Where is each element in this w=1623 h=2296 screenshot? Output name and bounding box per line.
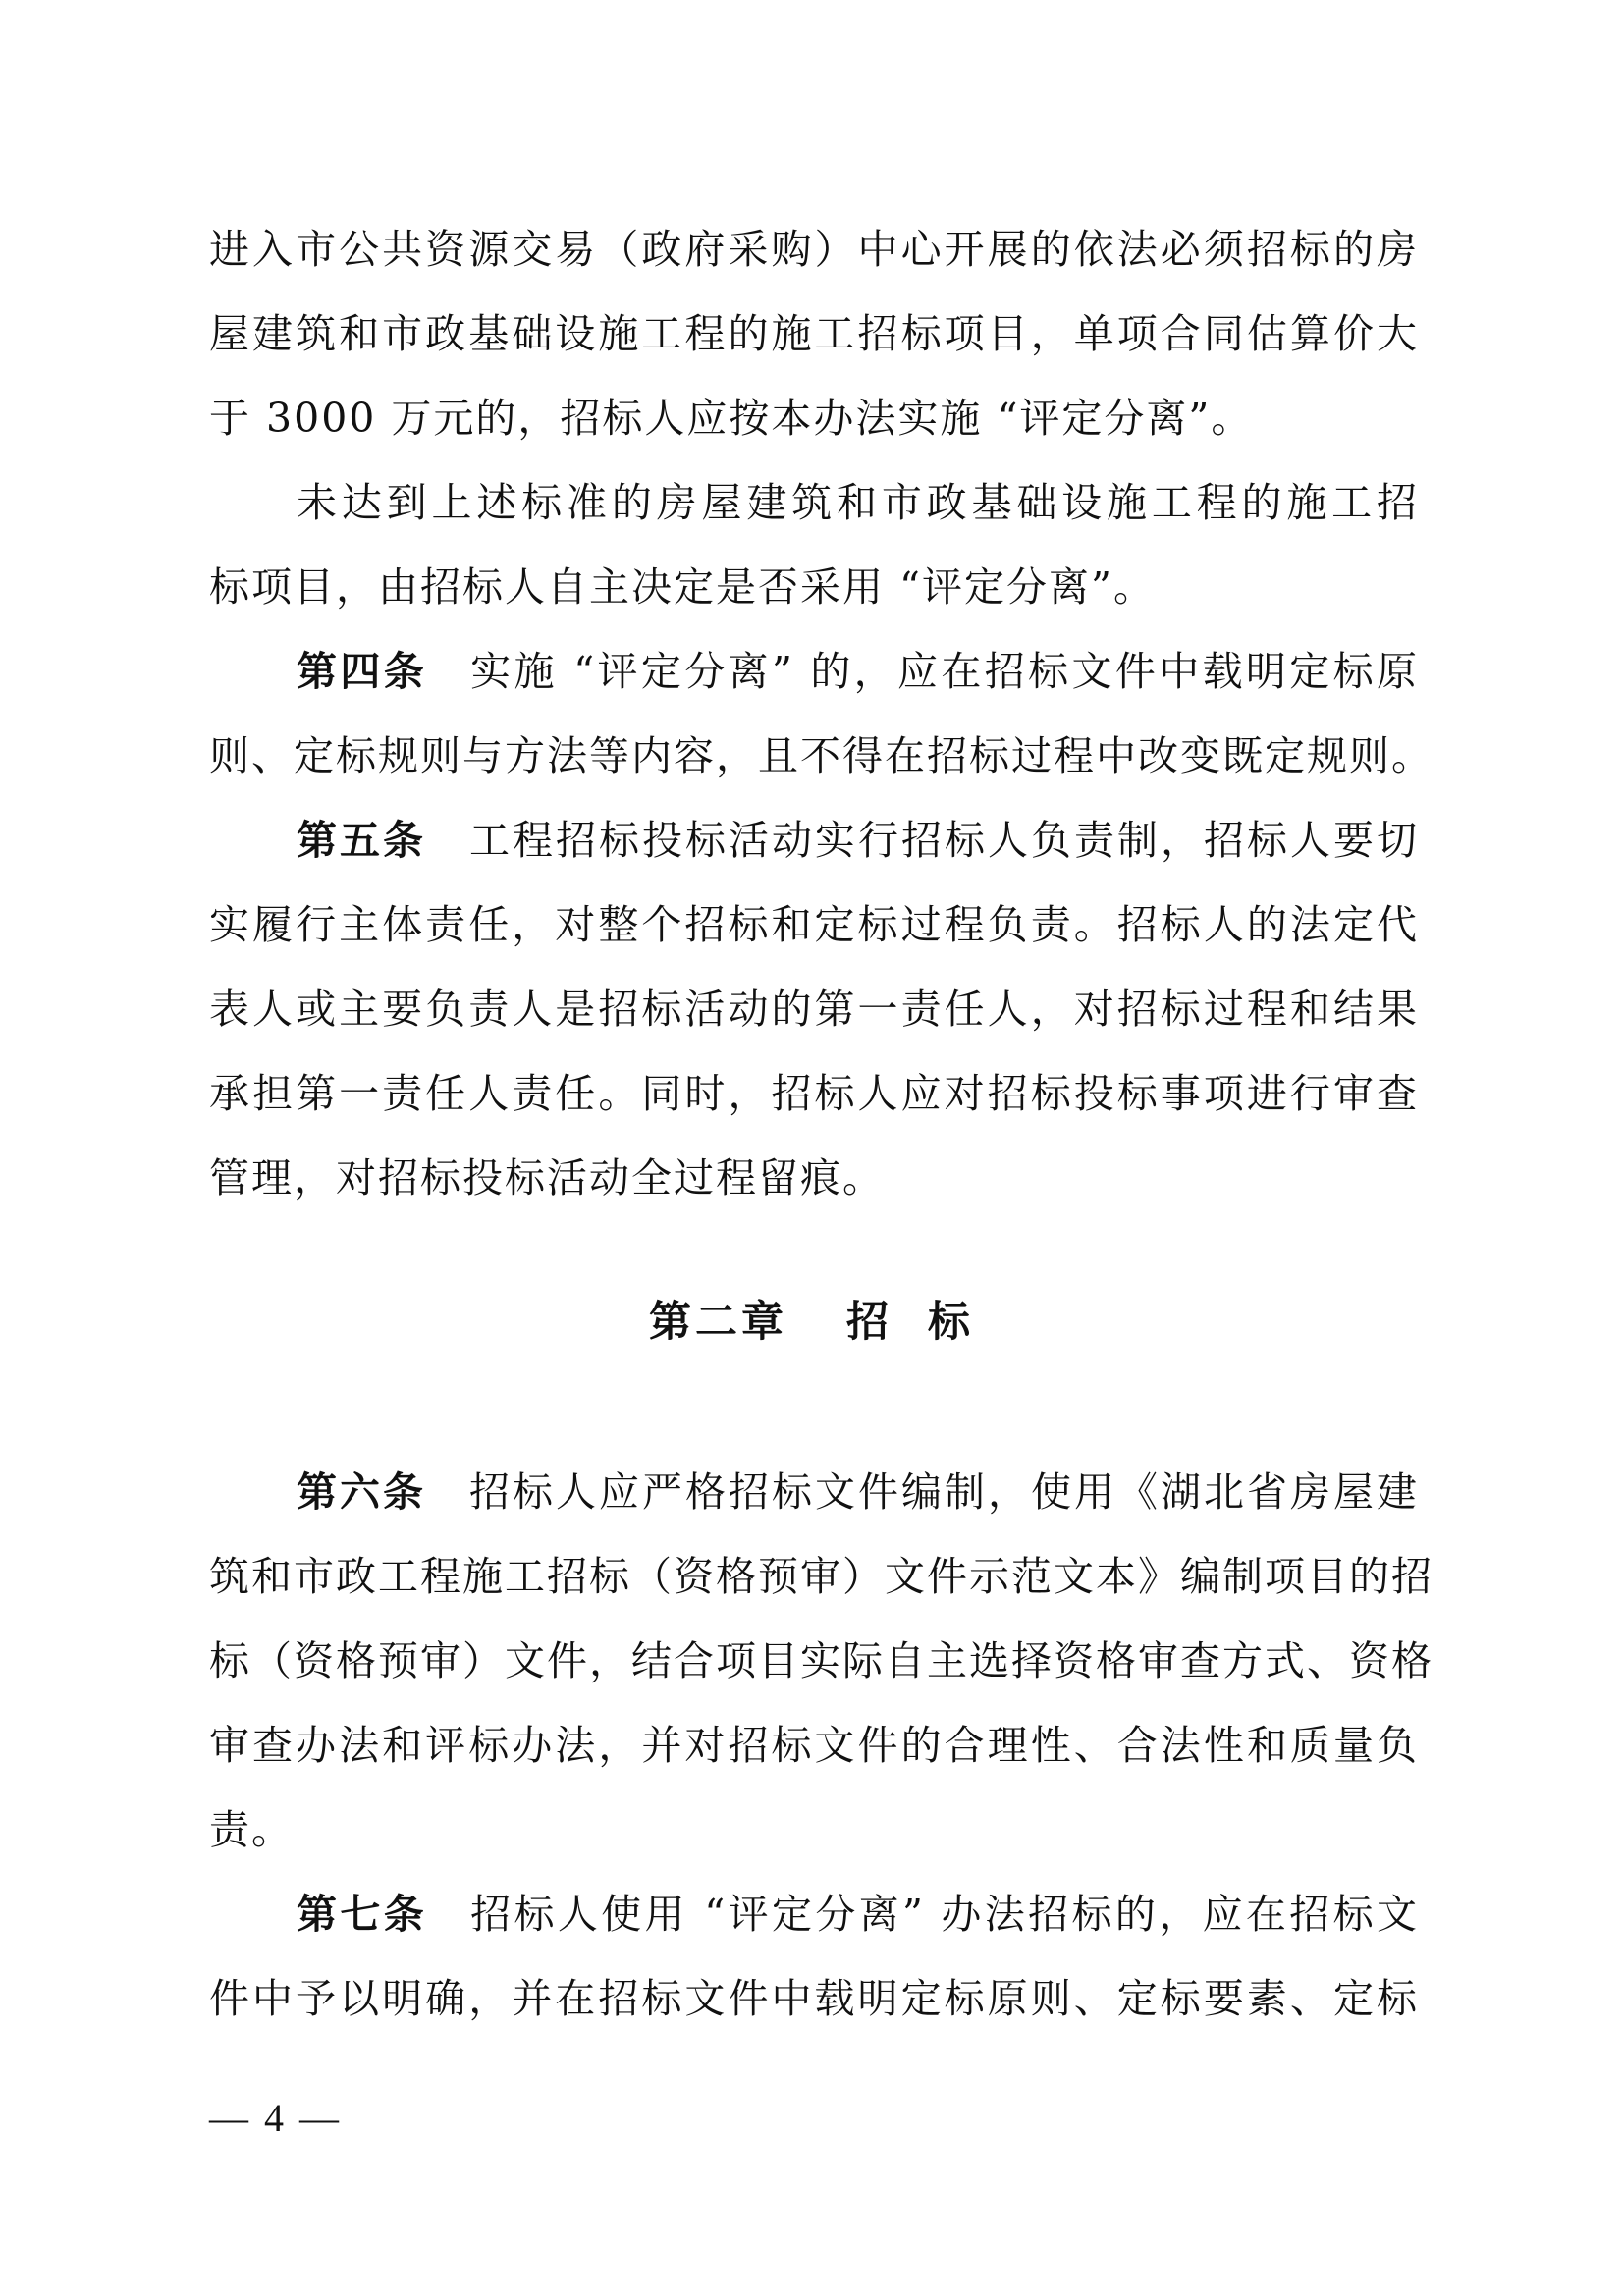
chapter-title-char-1: 招 (846, 1298, 893, 1347)
article-5-line-4: 承担第一责任人责任。同时，招标人应对招标投标事项进行审查 (209, 1070, 1419, 1117)
article-6-line-3: 标（资格预审）文件，结合项目实际自主选择资格审查方式、资格 (209, 1637, 1434, 1684)
article-6-text-1: 招标人应严格招标文件编制，使用《湖北省房屋建 (469, 1468, 1419, 1516)
article-7-label: 第七条 (297, 1891, 428, 1938)
article-4-line-2: 则、定标规则与方法等内容，且不得在招标过程中改变既定规则。 (209, 732, 1434, 779)
article-4-label: 第四条 (297, 648, 428, 695)
article-7-text-1: 招标人使用 “评定分离” 办法招标的，应在招标文 (470, 1891, 1420, 1938)
page-number-footer (209, 2089, 339, 2148)
article-6-line-1 (297, 1449, 1419, 1535)
article-5-label: 第五条 (297, 817, 426, 864)
article-6-label: 第六条 (297, 1468, 426, 1516)
chapter-title-char-2: 标 (928, 1298, 974, 1347)
article-5-line-1 (297, 797, 1419, 883)
article-4-line-1 (297, 628, 1419, 715)
article-7-line-2: 件中予以明确，并在招标文件中载明定标原则、定标要素、定标 (209, 1975, 1419, 2022)
page-number: 4 (264, 2096, 284, 2140)
page-number-dash-right: — (299, 2096, 339, 2140)
article-6-line-4: 审查办法和评标办法，并对招标文件的合理性、合法性和质量负 (209, 1722, 1419, 1769)
para1-line-1: 进入市公共资源交易（政府采购）中心开展的依法必须招标的房 (209, 226, 1419, 273)
article-5-text-1: 工程招标投标活动实行招标人负责制，招标人要切 (469, 817, 1419, 864)
para1-line-2: 屋建筑和市政基础设施工程的施工招标项目，单项合同估算价大 (209, 310, 1419, 357)
article-5-line-5: 管理，对招标投标活动全过程留痕。 (209, 1154, 885, 1201)
para1-line-3: 于 3000 万元的，招标人应按本办法实施 “评定分离”。 (209, 395, 1254, 442)
article-6-line-2: 筑和市政工程施工招标（资格预审）文件示范文本》编制项目的招 (209, 1553, 1434, 1600)
article-7-line-1 (297, 1871, 1419, 1957)
article-4-text-1: 实施 “评定分离” 的，应在招标文件中载明定标原 (470, 648, 1420, 695)
article-5-line-2: 实履行主体责任，对整个招标和定标过程负责。招标人的法定代 (209, 901, 1419, 948)
article-5-line-3: 表人或主要负责人是招标活动的第一责任人，对招标过程和结果 (209, 986, 1419, 1033)
page-number-dash-left: — (209, 2096, 248, 2140)
para2-line-1: 未达到上述标准的房屋建筑和市政基础设施工程的施工招 (297, 479, 1419, 526)
chapter-number: 第二章 (649, 1298, 787, 1347)
chapter-heading (0, 1278, 1623, 1366)
para2-line-2: 标项目，由招标人自主决定是否采用 “评定分离”。 (209, 563, 1156, 611)
article-6-line-5: 责。 (209, 1806, 294, 1853)
